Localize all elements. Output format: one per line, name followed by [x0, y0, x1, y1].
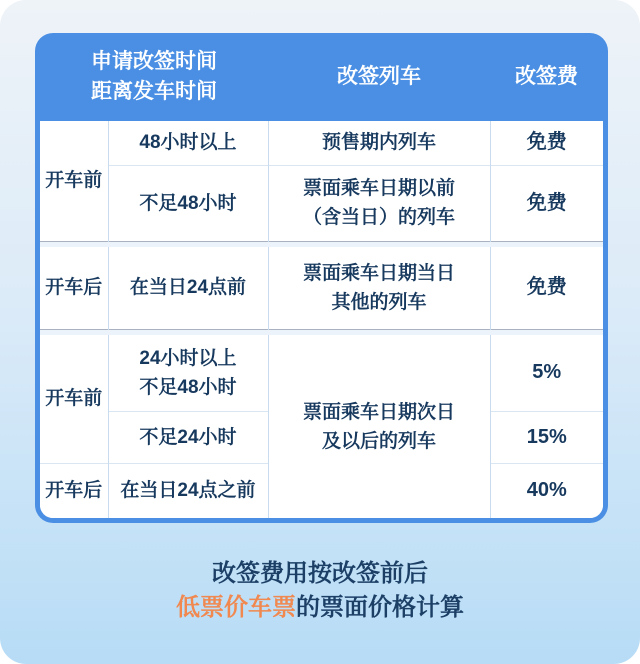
phase-cell: 开车前 [40, 335, 108, 463]
fee-cell: 免费 [490, 121, 603, 165]
header-fee-column: 改签费 [515, 65, 578, 88]
train-cell-line1: 票面乘车日期以前 [302, 178, 455, 199]
train-cell [268, 165, 490, 241]
header-time-column [40, 47, 268, 107]
table-row [40, 121, 603, 165]
train-cell-line1: 票面乘车日期次日 [302, 401, 455, 423]
fee-cell: 40% [490, 463, 603, 518]
footnote [0, 557, 640, 625]
time-cell: 在当日24点之前 [108, 463, 268, 518]
time-cell: 48小时以上 [108, 121, 268, 165]
train-cell: 预售期内列车 [268, 121, 490, 165]
footnote-line1: 改签费用按改签前后 [212, 560, 428, 587]
time-cell: 不足24小时 [108, 411, 268, 463]
phase-cell: 开车前 [40, 121, 108, 241]
table-row [40, 335, 603, 411]
fee-cell: 免费 [490, 165, 603, 241]
fee-cell: 5% [490, 335, 603, 411]
train-cell-line2: 及以后的列车 [321, 430, 436, 452]
train-cell-line2: 其他的列车 [331, 291, 427, 313]
time-cell-line1: 24小时以上 [139, 347, 237, 369]
footnote-highlight: 低票价车票 [176, 594, 296, 621]
rebooking-fee-table [40, 121, 603, 518]
train-cell-line1: 票面乘车日期当日 [302, 262, 455, 284]
fee-cell: 免费 [490, 247, 603, 329]
table-row [40, 165, 603, 241]
train-cell [268, 247, 490, 329]
header-time-line1: 申请改签时间 [91, 50, 217, 73]
train-cell-line2: （含当日）的列车 [302, 207, 455, 228]
phase-cell: 开车后 [40, 247, 108, 329]
time-cell: 不足48小时 [108, 165, 268, 241]
time-cell: 在当日24点前 [108, 247, 268, 329]
header-train-column: 改签列车 [337, 65, 421, 88]
header-time-line2: 距离发车时间 [91, 80, 217, 103]
footnote-line2-rest: 的票面价格计算 [296, 594, 464, 621]
footnote-line2 [0, 591, 640, 625]
phase-cell: 开车后 [40, 463, 108, 518]
fee-cell: 15% [490, 411, 603, 463]
time-cell-line2: 不足48小时 [139, 376, 237, 398]
table-row [40, 247, 603, 329]
time-cell [108, 335, 268, 411]
rebooking-fee-table-card [35, 33, 608, 523]
table-body [40, 121, 603, 518]
train-cell [268, 335, 490, 518]
table-header-row [40, 33, 603, 121]
